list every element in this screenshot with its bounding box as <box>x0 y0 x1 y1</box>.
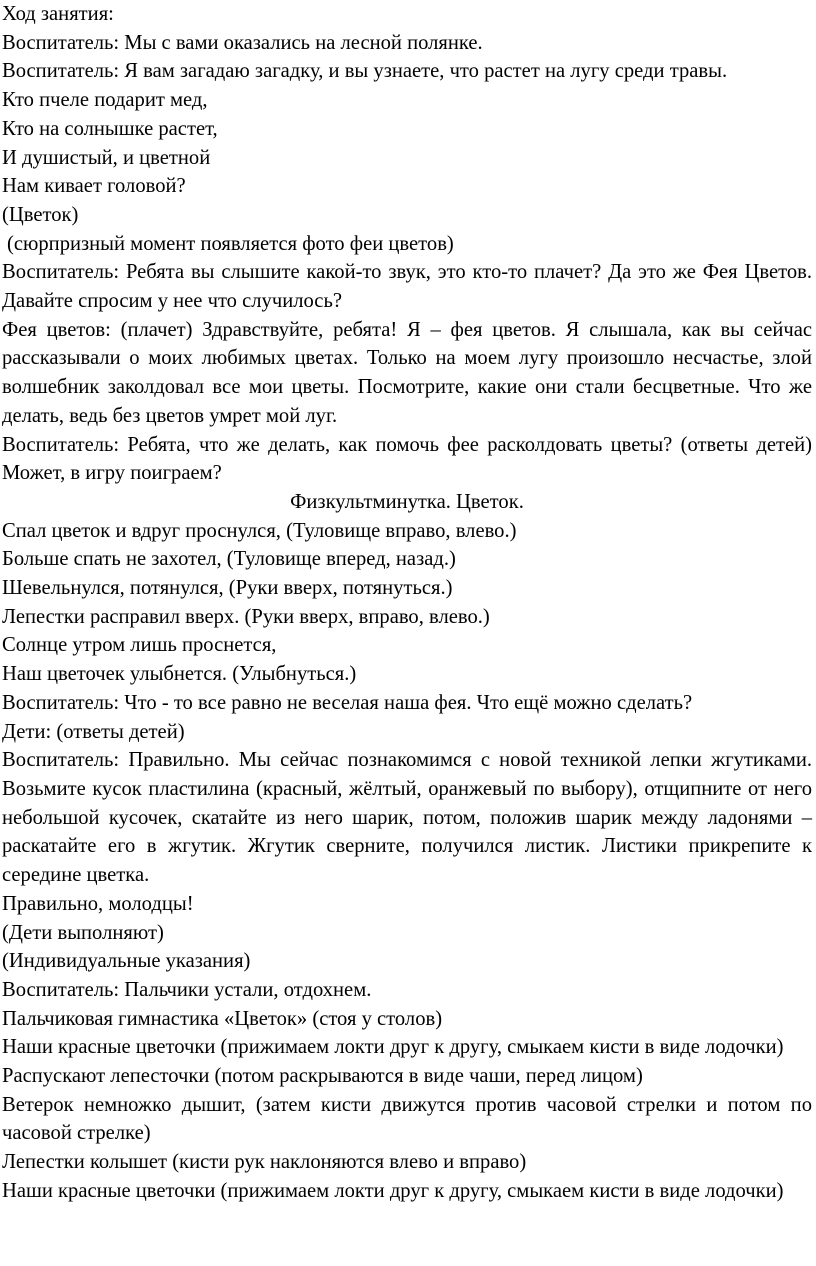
exercise-line-5: Солнце утром лишь проснется, <box>2 634 277 657</box>
children-work-note: (Дети выполняют) <box>2 921 164 944</box>
teacher-line-fairy: Воспитатель: Ребята вы слышите какой-то звук, это кто-то плачет? Да это же Фея Цветов. Давайте спросим у нее что случилось? <box>2 261 812 313</box>
exercise-line-1: Спал цветок и вдруг проснулся, (Туловище вправо, влево.) <box>2 519 517 542</box>
riddle-line-1: Кто пчеле подарит мед, <box>2 89 208 112</box>
teacher-line-rest: Воспитатель: Пальчики устали, отдохнем. <box>2 978 372 1001</box>
teacher-praise: Правильно, молодцы! <box>2 892 194 915</box>
modeling-instructions: Воспитатель: Правильно. Мы сейчас познакомимся с новой техникой лепки жгутиками. Возьмите кусок пластилина (красный, жёлтый, оранжевый по выбору), отщипните от него небольшой кусочек, скатайте из него шарик, потом, положив шарик между ладонями – раскатайте его в жгутик. Жгутик сверните, получился листик. Листики прикрепите к середине цветка. <box>2 749 812 887</box>
riddle-line-2: Кто на солнышке растет, <box>2 117 218 140</box>
teacher-line-fairy-sad: Воспитатель: Что - то все равно не веселая наша фея. Что ещё можно сделать? <box>2 691 693 714</box>
physical-exercise-title: Физкультминутка. Цветок. <box>290 490 524 513</box>
finger-line-4: Лепестки колышет (кисти рук наклоняются влево и вправо) <box>2 1151 527 1174</box>
finger-line-5: Наши красные цветочки (прижимаем локти друг к другу, смыкаем кисти в виде лодочки) <box>2 1179 784 1202</box>
fairy-speech: Фея цветов: (плачет) Здравствуйте, ребята! Я – фея цветов. Я слышала, как вы сейчас рассказывали о моих любимых цветах. Только на моем лугу произошло несчастье, злой волшебник заколдовал все мои цветы. Посмотрите, какие они стали бесцветные. Что же делать, ведь без цветов умрет мой луг. <box>2 318 812 427</box>
riddle-line-3: И душистый, и цветной <box>2 146 211 169</box>
riddle-line-4: Нам кивает головой? <box>2 175 186 198</box>
finger-gymnastics-title: Пальчиковая гимнастика «Цветок» (стоя у столов) <box>2 1007 443 1030</box>
riddle-answer: (Цветок) <box>2 203 79 226</box>
finger-line-1: Наши красные цветочки (прижимаем локти друг к другу, смыкаем кисти в виде лодочки) <box>2 1036 784 1059</box>
teacher-line-clearing: Воспитатель: Мы с вами оказались на лесной полянке. <box>2 31 483 54</box>
children-answers: Дети: (ответы детей) <box>2 720 185 743</box>
exercise-line-2: Больше спать не захотел, (Туловище вперед, назад.) <box>2 548 456 571</box>
teacher-line-help: Воспитатель: Ребята, что же делать, как помочь фее расколдовать цветы? (ответы детей) Может, в игру поиграем? <box>2 433 812 485</box>
surprise-moment-note: (сюрпризный момент появляется фото феи цветов) <box>7 232 454 255</box>
exercise-line-3: Шевельнулся, потянулся, (Руки вверх, потянуться.) <box>2 577 453 600</box>
finger-line-3: Ветерок немножко дышит, (затем кисти движутся против часовой стрелки и потом по часовой стрелке) <box>2 1093 812 1145</box>
exercise-line-6: Наш цветочек улыбнется. (Улыбнуться.) <box>2 663 357 686</box>
lesson-heading: Ход занятия: <box>2 3 114 25</box>
exercise-line-4: Лепестки расправил вверх. (Руки вверх, вправо, влево.) <box>2 605 490 628</box>
individual-guidance-note: (Индивидуальные указания) <box>2 950 251 973</box>
teacher-line-riddle: Воспитатель: Я вам загадаю загадку, и вы узнаете, что растет на лугу среди травы. <box>2 60 728 83</box>
finger-line-2: Распускают лепесточки (потом раскрываются в виде чаши, перед лицом) <box>2 1065 643 1088</box>
